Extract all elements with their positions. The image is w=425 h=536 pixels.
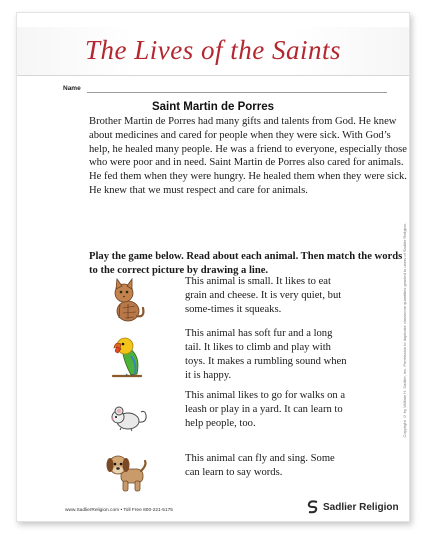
clue-4: This animal can fly and sing. Some can learn to say words. <box>185 453 335 478</box>
activity-instructions: Play the game below. Read about each animal. Then match the words to the correct picture by drawing a line. <box>89 251 403 276</box>
sadlier-logo-icon <box>307 500 319 514</box>
dog-picture[interactable] <box>101 445 151 495</box>
clue-3: This animal likes to go for walks on a leash or play in a yard. It can learn to help people, too. <box>185 390 346 429</box>
copyright-note: Copyright © by William H. Sadlier, Inc. Permission to duplicate classroom quantities granted to users of Sadlier Religion. <box>402 223 407 438</box>
clue-2: This animal has soft fur and a long tail. It likes to climb and play with toys. It makes a rumbling sound when it is happy. <box>185 328 347 381</box>
worksheet-page <box>16 12 410 522</box>
cat-picture[interactable] <box>101 274 151 324</box>
clue-1: This animal is small. It likes to eat grain and cheese. It is very quiet, but some-times it squeaks. <box>185 276 342 315</box>
name-field[interactable] <box>87 92 387 93</box>
banner-divider <box>17 75 409 76</box>
page-title: The Lives of the Saints <box>85 35 341 65</box>
story-paragraph: Brother Martin de Porres had many gifts and talents from God. He knew about medicines and cared for people when they were sick. With God’s help, he healed many people. He was a friend to everyone, especially those who were poor and in need. Saint Martin de Porres also cared for animals. He fed them when they were hungry. He healed them when they were sick. He knew that we must respect and care for animals. <box>89 116 407 196</box>
story-heading: Saint Martin de Porres <box>151 101 275 113</box>
name-label: Name <box>63 85 81 92</box>
mouse-picture[interactable] <box>101 391 151 441</box>
footer-brand: Sadlier Religion <box>323 502 399 513</box>
parrot-picture[interactable] <box>101 328 151 378</box>
footer-contact: www.SadlierReligion.com • Toll Free 800-221-5175 <box>65 508 173 513</box>
